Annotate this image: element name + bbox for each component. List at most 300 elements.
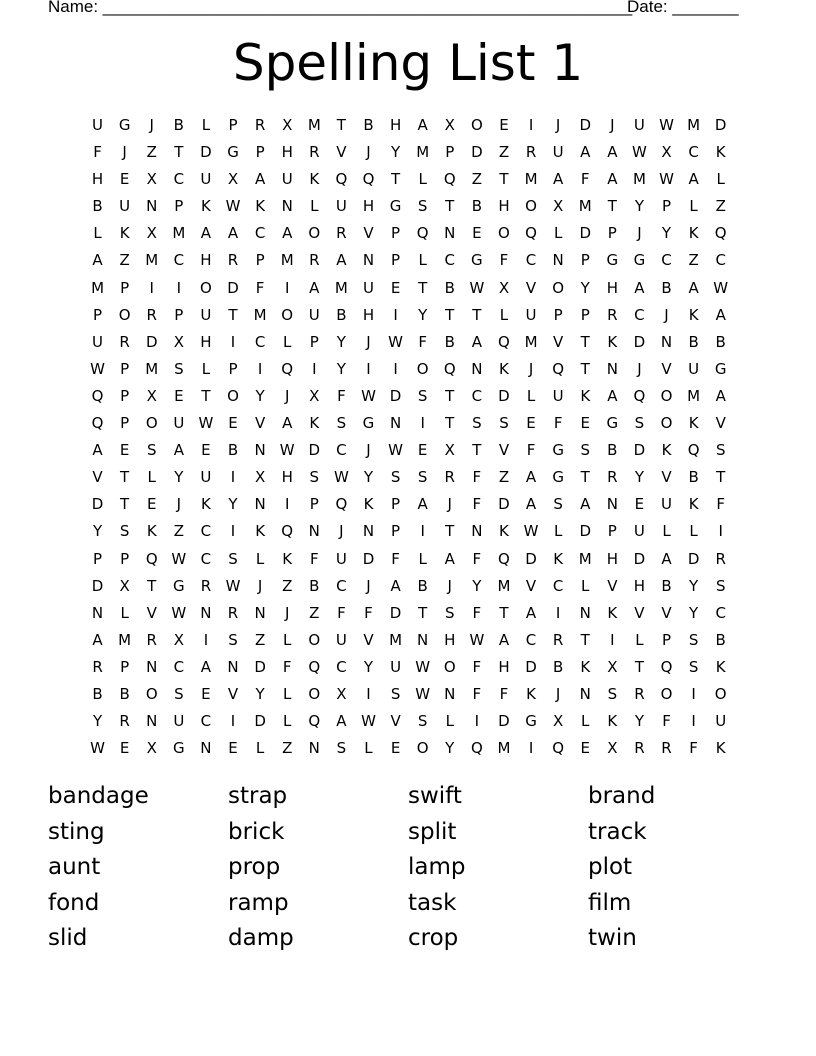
word-list-item: task: [408, 889, 457, 916]
grid-letter: F: [662, 712, 671, 731]
grid-letter: Q: [91, 386, 104, 405]
grid-letter: C: [173, 170, 185, 189]
grid-letter: O: [470, 116, 483, 134]
grid-letter: H: [633, 576, 646, 595]
grid-letter: D: [498, 495, 510, 514]
grid-letter: P: [553, 305, 563, 324]
grid-letter: B: [417, 576, 428, 595]
grid-letter: A: [92, 441, 103, 460]
grid-row: [84, 735, 735, 762]
grid-letter: B: [715, 332, 726, 351]
grid-letter: B: [471, 197, 482, 216]
grid-letter: M: [497, 576, 511, 595]
grid-letter: A: [607, 143, 618, 162]
grid-letter: L: [553, 224, 563, 243]
grid-letter: R: [525, 143, 537, 162]
grid-letter: W: [713, 278, 729, 297]
grid-letter: X: [146, 170, 157, 189]
grid-letter: C: [254, 224, 266, 243]
grid-letter: U: [633, 116, 645, 134]
grid-letter: L: [255, 739, 265, 758]
grid-letter: Q: [687, 441, 700, 460]
grid-row: [84, 546, 735, 573]
grid-letter: P: [255, 251, 265, 270]
grid-letter: G: [552, 468, 564, 487]
grid-letter: A: [525, 495, 537, 514]
grid-letter: J: [555, 116, 561, 134]
grid-letter: K: [255, 197, 266, 216]
grid-letter: N: [308, 522, 320, 541]
grid-row: [84, 356, 735, 383]
grid-letter: U: [661, 495, 672, 514]
grid-letter: Q: [281, 522, 294, 541]
grid-letter: L: [418, 549, 427, 568]
grid-letter: R: [146, 630, 157, 649]
grid-letter: W: [415, 657, 431, 676]
grid-letter: Z: [173, 522, 184, 541]
grid-letter: L: [499, 305, 509, 324]
grid-letter: P: [93, 305, 103, 324]
grid-letter: N: [362, 522, 375, 541]
grid-letter: J: [284, 603, 290, 622]
grid-letter: M: [389, 630, 403, 649]
grid-letter: D: [227, 278, 239, 297]
grid-letter: I: [230, 468, 236, 487]
page-title: Spelling List 1: [232, 34, 584, 92]
grid-letter: W: [225, 576, 241, 595]
grid-letter: N: [227, 657, 239, 676]
grid-letter: V: [553, 332, 564, 351]
grid-letter: A: [200, 224, 212, 243]
word-list-item: crop: [408, 925, 459, 951]
grid-letter: T: [499, 170, 509, 189]
grid-letter: H: [281, 468, 293, 487]
grid-letter: H: [200, 251, 212, 270]
grid-letter: Z: [146, 143, 157, 162]
grid-letter: H: [362, 197, 375, 216]
grid-letter: Y: [390, 143, 401, 162]
grid-letter: I: [230, 522, 236, 541]
grid-letter: F: [337, 386, 346, 405]
grid-letter: W: [198, 414, 214, 433]
word-list-item: ramp: [228, 889, 289, 916]
grid-letter: P: [445, 143, 455, 162]
grid-letter: Q: [443, 170, 456, 189]
grid-letter: I: [393, 359, 398, 378]
grid-letter: B: [173, 116, 184, 134]
grid-letter: K: [201, 495, 211, 514]
word-list-item: strap: [228, 783, 288, 809]
grid-letter: M: [280, 251, 294, 270]
grid-letter: C: [525, 251, 537, 270]
grid-letter: N: [417, 630, 429, 649]
grid-letter: C: [634, 305, 645, 324]
grid-letter: A: [688, 278, 699, 297]
grid-letter: T: [445, 197, 455, 216]
grid-letter: W: [659, 170, 674, 189]
grid-letter: J: [447, 495, 452, 514]
grid-letter: J: [610, 116, 615, 134]
grid-letter: T: [228, 305, 238, 324]
grid-letter: N: [552, 251, 564, 270]
grid-letter: S: [309, 468, 320, 487]
grid-letter: X: [661, 143, 672, 162]
grid-letter: K: [309, 170, 320, 189]
grid-letter: O: [660, 414, 673, 433]
grid-letter: T: [445, 522, 455, 541]
grid-letter: G: [471, 251, 483, 270]
grid-letter: A: [417, 495, 428, 514]
grid-row: [84, 166, 735, 193]
grid-letter: K: [146, 522, 157, 541]
grid-letter: P: [174, 197, 184, 216]
grid-letter: Q: [525, 224, 537, 243]
word-list-item: twin: [588, 925, 637, 951]
grid-letter: O: [498, 224, 510, 243]
date-field-label: Date: _______: [627, 0, 739, 16]
grid-letter: U: [362, 278, 374, 297]
grid-letter: I: [284, 278, 290, 297]
grid-letter: C: [444, 251, 455, 270]
grid-letter: F: [309, 549, 319, 568]
grid-letter: B: [552, 657, 564, 676]
grid-letter: M: [334, 278, 348, 297]
grid-letter: G: [714, 359, 727, 378]
grid-letter: I: [312, 359, 317, 378]
grid-letter: S: [715, 441, 726, 460]
grid-letter: F: [553, 414, 563, 433]
grid-letter: H: [498, 197, 510, 216]
grid-letter: F: [499, 684, 509, 703]
grid-letter: Q: [416, 224, 429, 243]
grid-letter: I: [366, 684, 371, 703]
grid-letter: N: [146, 657, 158, 676]
grid-letter: R: [607, 468, 618, 487]
grid-letter: C: [552, 576, 564, 595]
grid-row: [84, 654, 735, 681]
grid-letter: O: [200, 278, 212, 297]
grid-letter: A: [200, 657, 212, 676]
grid-letter: C: [661, 251, 672, 270]
grid-letter: R: [661, 739, 672, 758]
grid-letter: N: [606, 495, 618, 514]
grid-letter: M: [497, 739, 511, 758]
word-list-item: fond: [48, 889, 100, 916]
grid-letter: D: [525, 549, 537, 568]
grid-letter: J: [366, 143, 371, 162]
grid-letter: A: [715, 305, 726, 324]
grid-letter: U: [525, 305, 537, 324]
grid-letter: K: [607, 332, 618, 351]
grid-row: [84, 437, 735, 464]
grid-letter: P: [580, 305, 590, 324]
word-list-item: split: [408, 818, 457, 845]
grid-letter: D: [498, 386, 510, 405]
grid-letter: Y: [363, 468, 374, 487]
grid-row: [84, 518, 735, 545]
grid-letter: S: [715, 576, 726, 595]
word-list-item: damp: [228, 925, 294, 951]
grid-letter: A: [525, 603, 537, 622]
grid-letter: E: [390, 278, 401, 297]
grid-letter: V: [390, 712, 401, 731]
grid-letter: J: [284, 386, 290, 405]
grid-letter: U: [715, 712, 727, 731]
grid-letter: X: [498, 278, 510, 297]
grid-letter: L: [255, 549, 265, 568]
grid-letter: O: [281, 305, 294, 324]
grid-letter: W: [90, 739, 105, 758]
grid-letter: O: [552, 278, 565, 297]
grid-letter: X: [607, 657, 618, 676]
grid-letter: A: [580, 143, 591, 162]
grid-letter: S: [472, 414, 482, 433]
grid-letter: J: [637, 224, 642, 243]
grid-letter: H: [362, 305, 375, 324]
grid-letter: P: [391, 495, 401, 514]
grid-letter: A: [227, 224, 239, 243]
grid-letter: R: [309, 251, 320, 270]
grid-letter: X: [173, 630, 184, 649]
grid-letter: K: [607, 712, 618, 731]
grid-letter: W: [415, 684, 431, 703]
grid-letter: U: [119, 197, 131, 216]
grid-letter: U: [92, 332, 104, 351]
grid-letter: N: [389, 414, 402, 433]
grid-letter: E: [119, 170, 130, 189]
grid-letter: T: [147, 576, 157, 595]
grid-letter: I: [176, 278, 182, 297]
grid-letter: Z: [282, 739, 293, 758]
grid-letter: Y: [689, 576, 699, 595]
grid-letter: F: [472, 603, 482, 622]
grid-letter: F: [391, 549, 400, 568]
grid-letter: I: [528, 116, 534, 134]
grid-letter: J: [664, 305, 669, 324]
grid-letter: S: [417, 712, 428, 731]
grid-letter: W: [361, 712, 376, 731]
grid-letter: Q: [281, 359, 294, 378]
grid-letter: A: [282, 414, 293, 433]
grid-letter: L: [283, 684, 292, 703]
grid-letter: L: [716, 170, 725, 189]
grid-letter: B: [688, 468, 699, 487]
grid-letter: S: [174, 684, 184, 703]
grid-letter: L: [635, 630, 644, 649]
grid-letter: Z: [498, 143, 510, 162]
grid-letter: C: [336, 576, 347, 595]
grid-row: [84, 708, 735, 735]
grid-letter: I: [149, 278, 154, 297]
grid-letter: I: [230, 712, 236, 731]
grid-letter: I: [393, 305, 398, 324]
grid-letter: N: [146, 712, 158, 731]
grid-letter: A: [336, 251, 347, 270]
grid-row: [84, 139, 735, 166]
grid-row: [84, 220, 735, 247]
grid-letter: T: [472, 305, 482, 324]
grid-letter: W: [469, 630, 485, 649]
grid-letter: K: [282, 549, 293, 568]
grid-letter: I: [420, 522, 425, 541]
grid-row: [84, 193, 735, 220]
grid-letter: D: [525, 657, 537, 676]
grid-letter: T: [716, 468, 726, 487]
grid-letter: K: [201, 197, 211, 216]
grid-letter: W: [388, 332, 403, 351]
grid-letter: V: [634, 603, 645, 622]
grid-letter: L: [147, 468, 156, 487]
grid-letter: F: [93, 143, 102, 162]
grid-letter: G: [525, 712, 537, 731]
grid-letter: H: [444, 630, 456, 649]
grid-letter: Z: [471, 170, 482, 189]
grid-letter: A: [688, 170, 699, 189]
grid-letter: F: [418, 332, 427, 351]
grid-letter: R: [552, 630, 564, 649]
grid-letter: Q: [362, 170, 375, 189]
grid-letter: G: [173, 739, 185, 758]
grid-letter: T: [634, 657, 644, 676]
grid-letter: O: [416, 739, 429, 758]
grid-letter: G: [118, 116, 131, 134]
grid-letter: V: [607, 576, 618, 595]
grid-letter: K: [688, 414, 699, 433]
grid-letter: M: [687, 116, 701, 134]
word-list-item: brand: [588, 783, 656, 809]
grid-letter: C: [471, 386, 483, 405]
grid-letter: R: [634, 684, 645, 703]
grid-letter: N: [606, 359, 618, 378]
grid-letter: H: [200, 332, 212, 351]
grid-letter: B: [661, 278, 672, 297]
grid-letter: S: [417, 386, 428, 405]
grid-letter: N: [200, 739, 212, 758]
grid-letter: W: [361, 386, 376, 405]
grid-row: [84, 491, 735, 518]
grid-letter: S: [390, 684, 401, 703]
grid-letter: X: [146, 739, 157, 758]
grid-letter: U: [200, 305, 212, 324]
grid-letter: E: [174, 386, 184, 405]
grid-letter: L: [283, 630, 292, 649]
grid-letter: G: [552, 441, 564, 460]
grid-row: [84, 275, 735, 302]
grid-letter: M: [524, 170, 538, 189]
grid-letter: D: [200, 143, 212, 162]
grid-letter: B: [444, 278, 455, 297]
word-row: [48, 921, 788, 957]
grid-letter: O: [525, 197, 537, 216]
grid-letter: X: [227, 170, 239, 189]
grid-letter: U: [308, 305, 320, 324]
grid-letter: N: [146, 197, 158, 216]
grid-letter: K: [499, 359, 509, 378]
word-row: [48, 886, 788, 922]
grid-letter: X: [444, 116, 455, 134]
grid-row: [84, 247, 735, 274]
grid-letter: B: [309, 576, 320, 595]
grid-letter: K: [688, 305, 699, 324]
grid-letter: N: [444, 684, 456, 703]
grid-letter: T: [580, 630, 590, 649]
grid-letter: J: [339, 522, 344, 541]
grid-letter: E: [228, 739, 238, 758]
grid-letter: B: [336, 305, 347, 324]
grid-letter: A: [580, 495, 591, 514]
grid-letter: R: [254, 116, 266, 134]
grid-letter: E: [580, 414, 590, 433]
grid-letter: E: [146, 495, 157, 514]
grid-letter: F: [716, 495, 726, 514]
grid-letter: I: [474, 712, 480, 731]
grid-letter: L: [553, 522, 563, 541]
grid-letter: W: [279, 441, 295, 460]
grid-letter: J: [637, 359, 642, 378]
grid-letter: B: [92, 197, 103, 216]
grid-letter: T: [580, 468, 590, 487]
grid-letter: R: [227, 251, 239, 270]
grid-letter: I: [610, 630, 615, 649]
grid-letter: V: [525, 278, 537, 297]
grid-letter: P: [661, 630, 672, 649]
word-list-item: lamp: [408, 854, 466, 880]
grid-letter: E: [201, 684, 211, 703]
grid-letter: D: [579, 522, 592, 541]
grid-letter: M: [416, 143, 430, 162]
grid-letter: I: [284, 495, 290, 514]
grid-letter: V: [661, 603, 672, 622]
grid-letter: A: [390, 576, 401, 595]
grid-letter: Q: [470, 739, 483, 758]
grid-letter: S: [417, 468, 428, 487]
grid-letter: V: [363, 224, 374, 243]
grid-row: [84, 600, 735, 627]
grid-letter: U: [688, 359, 700, 378]
grid-letter: X: [336, 684, 347, 703]
grid-letter: B: [444, 332, 455, 351]
grid-letter: Y: [472, 576, 482, 595]
grid-letter: M: [578, 197, 592, 216]
grid-letter: C: [688, 143, 699, 162]
grid-letter: Q: [714, 224, 727, 243]
grid-letter: N: [254, 441, 266, 460]
grid-row: [84, 112, 735, 139]
grid-letter: H: [389, 116, 402, 134]
header: [0, 0, 816, 22]
grid-letter: B: [227, 441, 239, 460]
grid-letter: O: [660, 684, 673, 703]
grid-letter: I: [230, 332, 236, 351]
grid-letter: Q: [335, 170, 348, 189]
grid-letter: L: [418, 251, 427, 270]
grid-letter: T: [607, 197, 617, 216]
grid-letter: D: [91, 576, 104, 595]
grid-letter: N: [579, 603, 591, 622]
grid-letter: L: [689, 197, 698, 216]
word-list: [48, 779, 788, 957]
grid-letter: N: [254, 603, 266, 622]
grid-letter: C: [336, 657, 347, 676]
grid-letter: Z: [498, 468, 510, 487]
grid-letter: Y: [92, 522, 103, 541]
grid-letter: U: [200, 468, 212, 487]
grid-letter: A: [444, 549, 455, 568]
grid-letter: S: [580, 441, 590, 460]
grid-letter: N: [91, 603, 104, 622]
grid-letter: K: [119, 224, 130, 243]
grid-letter: X: [309, 386, 320, 405]
